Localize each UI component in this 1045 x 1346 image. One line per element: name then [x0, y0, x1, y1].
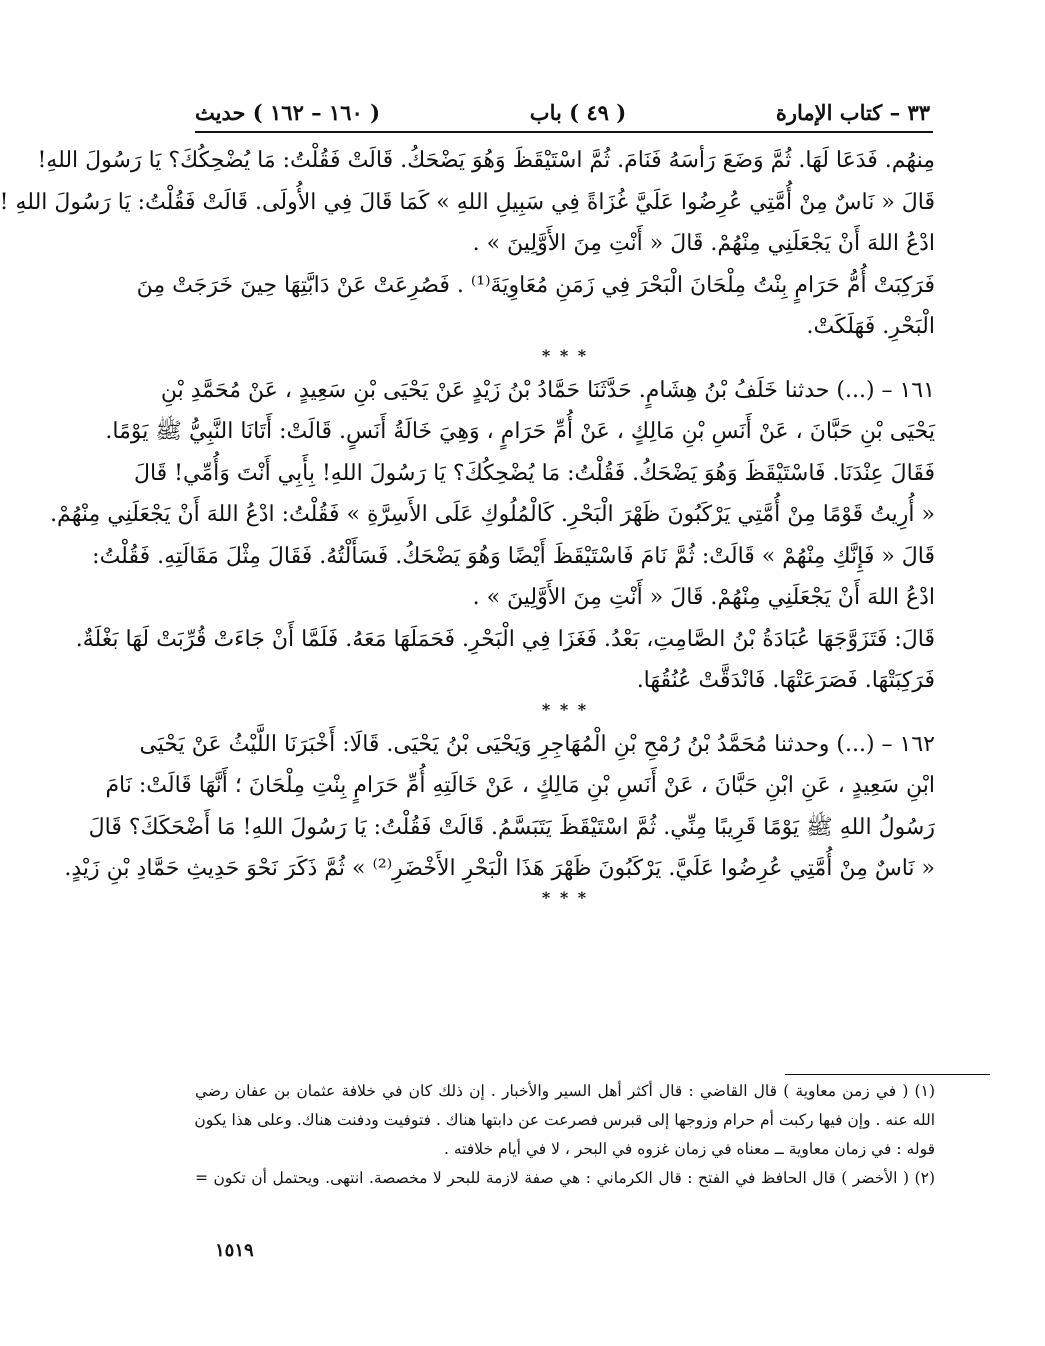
- text-line: الْبَحْرِ. فَهَلَكَتْ.: [806, 314, 935, 339]
- footnotes: [195, 1077, 935, 1193]
- header-chapter: ( ٤٩ ) باب: [529, 99, 627, 125]
- footnote-rule: [785, 1074, 990, 1075]
- header-book-title: ٣٣ – كتاب الإمارة: [775, 99, 930, 125]
- page-number: ١٥١٩: [215, 1240, 254, 1261]
- text-line: ادْعُ اللهَ أَنْ يَجْعَلَنِي مِنْهُمْ. قَالَ « أَنْتِ مِنَ الأَوَّلِينَ » .: [472, 231, 935, 256]
- text-line: رَسُولُ اللهِ ﷺ يَوْمًا قَرِيبًا مِنِّي. ثُمَّ اسْتَيْقَظَ يَتَبَسَّمُ. قَالَتْ فَقُلْتُ: يَا رَسُولَ اللهِ! مَا أَضْحَكَكَ؟ قَالَ: [88, 814, 935, 840]
- text-line: فَرَكِبَتْ أُمُّ حَرَامٍ بِنْتُ مِلْحَانَ الْبَحْرَ فِي زَمَنِ مُعَاوِيَةَ⁽¹⁾ . فَصُرِعَتْ عَنْ دَابَّتِهَا حِينَ خَرَجَتْ مِنَ: [136, 272, 935, 298]
- header-rule: [195, 131, 933, 133]
- section-separator: * * *: [541, 345, 589, 365]
- section-separator: * * *: [541, 887, 589, 907]
- header-hadith-range: ( ١٦٠ – ١٦٢ ) حديث: [195, 99, 381, 125]
- footnote-line: (١) ( في زمن معاوية ) قال القاضي : قال أكثر أهل السير والأخبار . إن ذلك كان في خلافة عثمان بن عفان رضي: [195, 1082, 935, 1100]
- text-line: فَقَالَ عِنْدَنَا. فَاسْتَيْقَظَ وَهُوَ يَضْحَكُ. فَقُلْتُ: مَا يُضْحِكُكَ؟ يَا رَسُولَ اللهِ! بِأَبِي أَنْتَ وَأُمِّي! قَالَ: [133, 460, 935, 486]
- text-line: ابْنِ سَعِيدٍ ، عَنِ ابْنِ حَبَّانَ ، عَنْ أَنَسِ بْنِ مَالِكٍ ، عَنْ خَالَتِهِ أُمِّ حَرَامٍ بِنْتِ مِلْحَانَ ؛ أَنَّهَا قَالَتْ: نَامَ: [105, 773, 935, 798]
- text-line: قَالَ « فَإِنَّكِ مِنْهُمْ » قَالَتْ: ثُمَّ نَامَ فَاسْتَيْقَظَ أَيْضًا وَهُوَ يَضْحَكُ. فَسَأَلْتُهُ. فَقَالَ مِثْلَ مَقَالَتِهِ. فَقُلْتُ:: [92, 543, 935, 569]
- main-text: [0, 140, 935, 912]
- section-separator: * * *: [541, 699, 589, 719]
- footnote-line: قوله : في زمان معاوية ــ معناه في زمان غزوه في البحر ، لا في أيام خلافته .: [444, 1140, 935, 1158]
- footnote-line: (٢) ( الأخضر ) قال الحافظ في الفتح : قال الكرماني : هي صفة لازمة للبحر لا مخصصة. انتهى. ويحتمل أن تكون =: [195, 1169, 935, 1187]
- text-line: قَالَ: فَتَزَوَّجَهَا عُبَادَةُ بْنُ الصَّامِتِ، بَعْدُ. فَغَزَا فِي الْبَحْرِ. فَحَمَلَهَا مَعَهُ. فَلَمَّا أَنْ جَاءَتْ قُرِّبَتْ لَهَا بَغْلَةٌ.: [75, 626, 935, 652]
- text-line: فَرَكِبَتْهَا. فَصَرَعَتْهَا. فَانْدَقَّتْ عُنُقُهَا.: [636, 668, 935, 693]
- text-line: « نَاسٌ مِنْ أُمَّتِي عُرِضُوا عَلَيَّ. يَرْكَبُونَ ظَهْرَ هَذَا الْبَحْرِ الأَخْضَرِ⁽²⁾ » ثُمَّ ذَكَرَ نَحْوَ حَدِيثِ حَمَّادِ بْنِ زَيْدٍ.: [64, 856, 935, 881]
- text-line: مِنهُم. فَدَعَا لَهَا. ثُمَّ وَضَعَ رَأسَهُ فَنَامَ. ثُمَّ اسْتَيْقَظَ وَهُوَ يَضْحَكُ. قَالَتْ فَقُلْتُ: مَا يُضْحِكُكَ؟ يَا رَسُولَ اللهِ!: [37, 148, 935, 173]
- running-header: [195, 95, 930, 129]
- text-line: ادْعُ اللهَ أَنْ يَجْعَلَنِي مِنْهُمْ. قَالَ « أَنْتِ مِنَ الأَوَّلِينَ » .: [472, 585, 935, 610]
- text-line: يَحْيَى بْنِ حَبَّانَ ، عَنْ أَنَسِ بْنِ مَالِكٍ ، عَنْ أُمِّ حَرَامٍ ، وَهِيَ خَالَةُ أَنَسٍ. قَالَتْ: أَتَانَا النَّبِيُّ ﷺ يَوْمًا.: [105, 419, 935, 444]
- text-line: قَالَ « نَاسٌ مِنْ أُمَّتِي عُرِضُوا عَلَيَّ غُزَاةً فِي سَبِيلِ اللهِ » كَمَا قَالَ فِي الأُولَى. قَالَتْ فَقُلْتُ: يَا رَسُولَ اللهِ !: [0, 189, 935, 215]
- hadith-161-line: ١٦١ – (...) حدثنا خَلَفُ بْنُ هِشَامٍ. حَدَّثَنَا حَمَّادُ بْنُ زَيْدٍ عَنْ يَحْيَى بْنِ سَعِيدٍ ، عَنْ مُحَمَّدِ بْنِ: [160, 377, 935, 403]
- hadith-162-line: ١٦٢ – (...) وحدثنا مُحَمَّدُ بْنُ رُمْحِ بْنِ الْمُهَاجِرِ وَيَحْيَى بْنُ يَحْيَى. قَالَا: أَخْبَرَنَا اللَّيْثُ عَنْ يَحْيَى: [139, 731, 935, 757]
- footnote-line: الله عنه . وإن فيها ركبت أم حرام وزوجها إلى قبرس فصرعت عن دابتها هناك . فتوفيت ودفنت هناك. وعلى هذا يكون: [194, 1111, 935, 1129]
- text-line: « أُرِيتُ قَوْمًا مِنْ أُمَّتِي يَرْكَبُونَ ظَهْرَ الْبَحْرِ. كَالْمُلُوكِ عَلَى الأَسِرَّةِ » فَقُلْتُ: ادْعُ اللهَ أَنْ يَجْعَلَنِي مِنْهُمْ.: [50, 502, 935, 527]
